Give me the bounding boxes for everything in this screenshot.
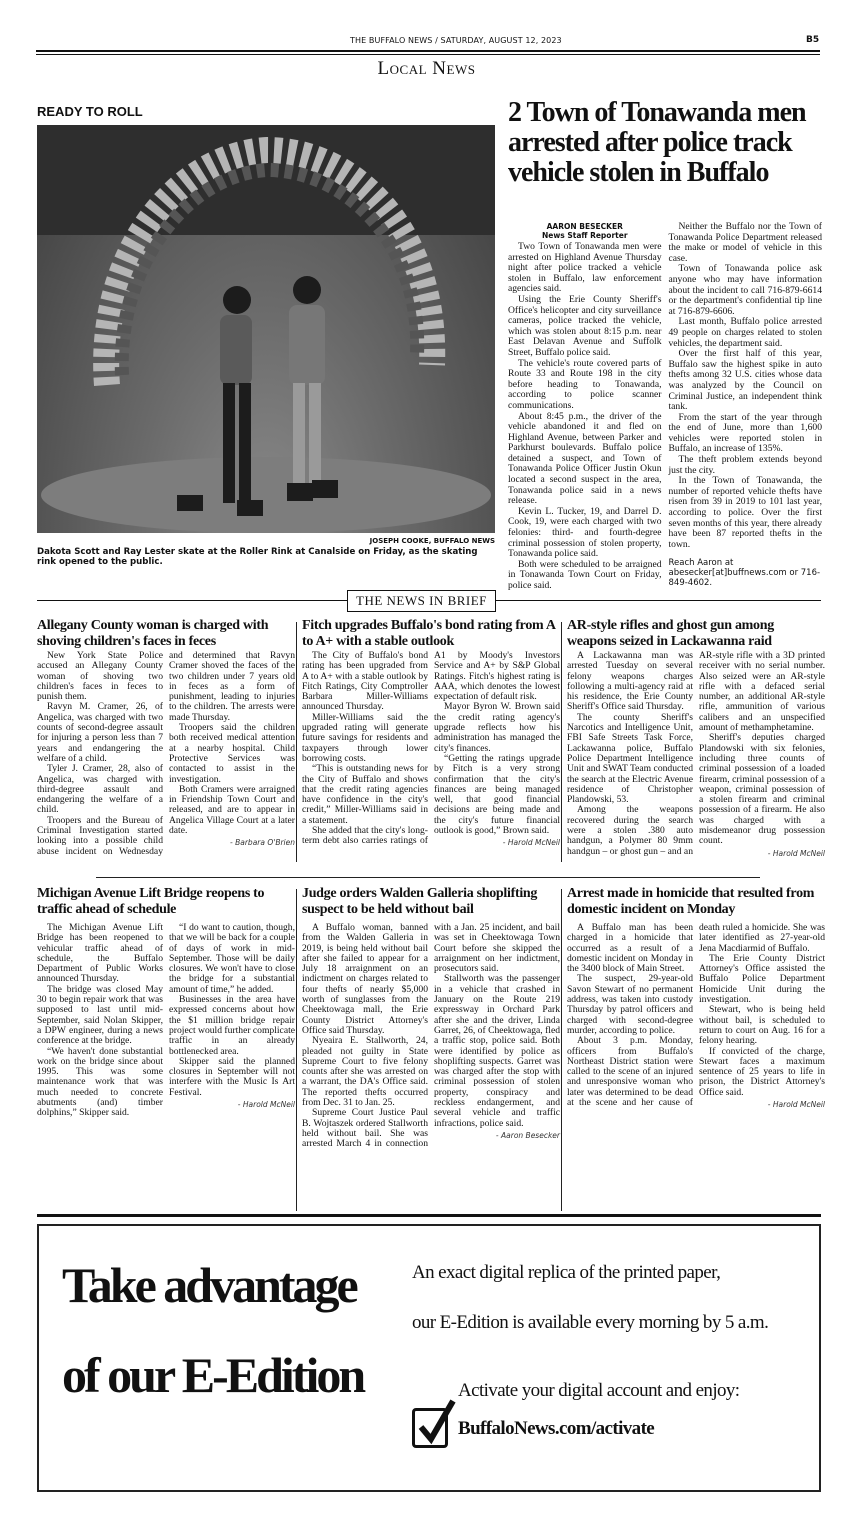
- brief-paragraph: “This is outstanding news for the City of Buffalo and shows that the credit rating agencies have confidence in the city's credit,” Miller-Williams said in a statement.: [302, 763, 428, 826]
- ad-line-2: our E-Edition is available every morning by 5 a.m.: [412, 1312, 769, 1333]
- article-paragraph: Over the first half of this year, Buffalo saw the highest spike in auto thefts among 32 U.S. cities whose data was analyzed by the Council on Criminal Justice, an independent think tank.: [668, 348, 822, 413]
- article-paragraph: About 8:45 p.m., the driver of the vehicle abandoned it and fled on Highland Avenue, between Parker and Parkhurst boulevards. Buffalo police detained a suspect, and Town of Tonawanda Police Officer Justin Okun located a second suspect in the area, Tonawanda police said in a news release.: [508, 410, 662, 507]
- brief-paragraph: A Buffalo woman, banned from the Walden Galleria in 2019, is being held without bail after she failed to appear for a July 18 arraignment on an indictment on charges related to four thefts of nearly $5,000 worth of sunglasses from the Cheektowaga mall, the Erie County District Attorney's Office said Thursday.: [302, 922, 428, 1036]
- brief-paragraph: Nyeaira E. Stallworth, 24, pleaded not guilty in State Supreme Court to five felony counts after she was arrested on a warrant, the DA's Office said. The reported thefts occurred from Dec. 31 to Jan. 25.: [302, 1035, 428, 1109]
- brief-paragraph: Sheriff's deputies charged Plandowski with six felonies, including three counts of criminal possession of a loaded firearm, criminal possession of a weapon, criminal possession of a stolen firearm and criminal possession of a firearm. He also was charged with a misdemeanor drug possession count.: [699, 732, 825, 847]
- article-paragraph: The theft problem extends beyond just the city.: [668, 454, 822, 476]
- brief-body: [567, 923, 825, 1109]
- brief-section-label: THE NEWS IN BRIEF: [347, 590, 496, 612]
- news-brief: [567, 886, 825, 1109]
- brief-headline: AR-style rifles and ghost gun among weapons seized in Lackawanna raid: [567, 618, 774, 649]
- brief-headline: Allegany County woman is charged with shoving children's faces in feces: [37, 618, 269, 649]
- brief-paragraph: If convicted of the charge, Stewart faces a maximum sentence of 25 years to life in prison, the District Attorney's Office said.: [699, 1045, 825, 1098]
- article-paragraph: From the start of the year through the end of June, more than 1,600 vehicles were reported stolen in Buffalo, an increase of 135%.: [668, 411, 822, 455]
- page-number: B5: [806, 35, 820, 45]
- brief-paragraph: Skipper said the planned closures in September will not interfere with the Music Is Art Festival.: [169, 1055, 295, 1098]
- brief-paragraph: Supreme Court Justice Paul B. Wojtaszek ordered Stallworth held without bail. She was arrested March 4 in connection with a Jan. 25 incident, and bail was set in Cheektowaga Town Court before she skipped the arraignment on her indictment, prosecutors said.: [302, 922, 560, 1150]
- brief-body: [302, 651, 560, 847]
- brief-body: [567, 651, 825, 858]
- brief-paragraph: Stallworth was the passenger in a vehicle that crashed in January on the Route 219 expressway in Orchard Park after she and the driver, Linda Garret, 26, of Cheektowaga, fled a traffic stop, police said. Both were identified by police as shoplifting suspects. Garret was was charged after the stop with criminal possession of stolen property, conspiracy and reckless endangerment, and several vehicle and traffic infractions, police said.: [434, 973, 561, 1129]
- column-divider: [561, 622, 562, 862]
- ad-headline-line2: of our E-Edition: [62, 1347, 364, 1403]
- brief-headline: Arrest made in homicide that resulted from domestic incident on Monday: [567, 886, 815, 917]
- news-brief: [37, 618, 295, 857]
- brief-signature: - Aaron Besecker: [495, 1130, 560, 1140]
- photo-credit: JOSEPH COOKE, BUFFALO NEWS: [369, 537, 495, 545]
- brief-paragraph: Stewart, who is being held without bail, is scheduled to return to court on Aug. 16 for a felony hearing.: [699, 1004, 825, 1047]
- article-paragraph: Town of Tonawanda police ask anyone who may have information about the incident to call 716-879-6614 or the department's confidential tip line at 716-879-6606.: [668, 263, 822, 317]
- brief-headline: Fitch upgrades Buffalo's bond rating from A to A+ with a stable outlook: [302, 618, 555, 649]
- dateline: THE BUFFALO NEWS / SATURDAY, AUGUST 12, 2023: [350, 36, 562, 45]
- brief-signature: - Barbara O'Brien: [230, 838, 295, 848]
- brief-paragraph: About 3 p.m. Monday, officers from Buffalo's Northeast District station were called to the scene of an injured and unresponsive woman who later was determined to be dead at the scene and her cause of death ruled a homicide. She was later identified as 27-year-old Jena Macdiarmid of Buffalo.: [567, 922, 825, 1109]
- header-rule: [36, 50, 820, 55]
- brief-body: [37, 923, 295, 1119]
- news-brief: [37, 886, 295, 1119]
- brief-headline: Michigan Avenue Lift Bridge reopens to traffic ahead of schedule: [37, 886, 265, 917]
- brief-paragraph: Miller-Williams said the upgraded rating will generate future savings for residents and taxpayers through lower borrowing costs.: [302, 711, 428, 764]
- brief-signature: - Harold McNeil: [237, 1100, 295, 1110]
- article-paragraph: In the Town of Tonawanda, the number of reported vehicle thefts have risen from 39 in 2019 to 101 last year, according to police. Over the first seven months of this year, there already have been 87 reported thefts in the town.: [668, 475, 822, 550]
- brief-paragraph: The bridge was closed May 30 to begin repair work that was supposed to last until mid-September, said Nolan Skipper, a DPW engineer, during a news conference at the bridge.: [37, 983, 163, 1047]
- brief-paragraph: The Michigan Avenue Lift Bridge has been reopened to vehicular traffic ahead of schedule, the Buffalo Department of Public Works announced Thursday.: [37, 922, 163, 985]
- ad-line-3: Activate your digital account and enjoy:: [458, 1380, 740, 1401]
- ad-headline-line1: Take advantage: [62, 1257, 356, 1313]
- brief-paragraph: Among the weapons recovered during the search were a stolen .380 auto handgun, a Polymer 80 9mm handgun – or ghost gun – and an AR-style rifle with a 3D printed receiver with no serial number. Also seized were an AR-style rifle with a defaced serial number, an additional AR-style rifle, ammunition of various calibers and an unspecified amount of methamphetamine.: [567, 650, 825, 857]
- section-title: Local News: [377, 58, 476, 79]
- brief-signature: - Harold McNeil: [767, 848, 825, 858]
- photo-skaters: [37, 125, 495, 533]
- brief-paragraph: A Lackawanna man was arrested Tuesday on several felony weapons charges following a multi-agency raid at his residence, the Erie County Sheriff's Office said Thursday.: [567, 650, 693, 713]
- activate-link[interactable]: BuffaloNews.com/activate: [458, 1418, 655, 1439]
- article-paragraph: The vehicle's route covered parts of Route 33 and Route 198 in the city before heading to Tonawanda, according to police scanner communications.: [508, 357, 662, 411]
- brief-paragraph: Tyler J. Cramer, 28, also of Angelica, was charged with third-degree assault and endangering the welfare of a child.: [37, 763, 163, 816]
- brief-paragraph: The suspect, 29-year-old Savon Stewart of no permanent address, was taken into custody Thursday by patrol officers and charged with second-degree murder, according to police.: [567, 973, 693, 1036]
- brief-paragraph: Troopers said the children both received medical attention at a nearby hospital. Child Protective Services was contacted to assist in the investigation.: [169, 722, 295, 785]
- photo-caption: Dakota Scott and Ray Lester skate at the Roller Rink at Canalside on Friday, as the skating rink opened to the public.: [37, 547, 478, 567]
- brief-paragraph: Troopers and the Bureau of Criminal Investigation started looking into a possible child abuse incident on Wednesday and determined that Ravyn Cramer shoved the faces of the two children under 7 years old in feces as a form of punishment, leading to injuries to the children. The arrests were made Thursday.: [37, 650, 295, 857]
- brief-signature: - Harold McNeil: [767, 1100, 825, 1110]
- brief-paragraph: A Buffalo man has been charged in a homicide that occurred as a result of a domestic incident on Monday in the 3400 block of Main Street.: [567, 922, 693, 975]
- brief-paragraph: The City of Buffalo's bond rating has been upgraded from A to A+ with a stable outlook by Fitch Ratings, City Comptroller Barbara Miller-Williams announced Thursday.: [302, 650, 428, 713]
- brief-paragraph: The county Sheriff's Narcotics and Intelligence Unit, FBI Safe Streets Task Force, Lackawanna police, Buffalo Police Department Intelligence Unit and SWAT Team conducted the search at the Electric Avenue residence of Christopher Plandowski, 53.: [567, 711, 693, 806]
- ad-line-1: An exact digital replica of the printed paper,: [412, 1262, 721, 1283]
- brief-paragraph: “We haven't done substantial work on the bridge since about 1995. This was some maintenance work that was much needed to concrete abutments (and) timber dolphins,” Skipper said.: [37, 1045, 163, 1119]
- byline-title: News Staff Reporter: [541, 231, 628, 240]
- lead-headline: 2 Town of Tonawanda men arrested after police track vehicle stolen in Buffalo: [508, 97, 806, 188]
- article-paragraph: Both were scheduled to be arraigned in Tonawanda Town Court on Friday, police said.: [508, 558, 662, 591]
- checkbox-icon: [412, 1408, 448, 1448]
- news-brief: [567, 618, 825, 858]
- brief-paragraph: She added that the city's long-term debt also carries ratings of A1 by Moody's Investors Service and A+ by S&P Global Ratings. Fitch's highest rating is AAA, which denotes the lowest expectation of default risk.: [302, 650, 560, 847]
- brief-paragraph: Businesses in the area have expressed concerns about how the $1 million bridge repair project would further complicate traffic in an already bottlenecked area.: [169, 994, 296, 1057]
- ad-headline: [62, 1250, 407, 1410]
- news-brief: [302, 618, 560, 847]
- brief-body: [302, 923, 560, 1150]
- article-paragraph: Using the Erie County Sheriff's Office's helicopter and city surveillance cameras, police tracked the vehicle, which was stolen about 8:15 p.m. near East Delavan Avenue and Suffolk Street, Buffalo police said.: [508, 293, 662, 358]
- brief-paragraph: Mayor Byron W. Brown said the credit rating agency's upgrade reflects how his administration has managed the city's finances.: [434, 701, 560, 754]
- article-paragraph: Kevin L. Tucker, 19, and Darrel D. Cook, 19, were each charged with two felonies: third- and fourth-degree criminal possession of stolen property, Tonawanda police said.: [508, 505, 662, 560]
- lead-article: [508, 222, 822, 592]
- brief-headline: Judge orders Walden Galleria shoplifting suspect to be held without bail: [302, 886, 538, 917]
- brief-paragraph: “Getting the ratings upgrade by Fitch is a very strong confirmation that the city's finances are being managed well, that good financial decisions are being made and the city's future financial outlook is good,” Brown said.: [434, 752, 560, 837]
- byline-author: AARON BESECKER: [546, 222, 623, 231]
- contact-line: Reach Aaron at abesecker[at]buffnews.com or 716-849-4602.: [668, 558, 821, 589]
- byline: [508, 222, 662, 240]
- ad-top-rule: [37, 1214, 821, 1217]
- brief-paragraph: “I do want to caution, though, that we will be back for a couple of days of work in mid-September. Those will be daily closures. We won't have to close the bridge for a substantial amount of time,” he added.: [169, 922, 295, 995]
- brief-signature: - Harold McNeil: [502, 838, 560, 848]
- news-brief: [302, 886, 560, 1150]
- brief-paragraph: Ravyn M. Cramer, 26, of Angelica, was charged with two counts of second-degree assault for injuring a person less than 7 years and endangering the welfare of a child.: [37, 701, 163, 764]
- column-divider: [561, 889, 562, 1211]
- brief-paragraph: Both Cramers were arraigned in Friendship Town Court and released, and are to appear in Angelica Village Court at a later date.: [169, 783, 295, 837]
- brief-row-divider: [96, 877, 760, 878]
- article-paragraph: Two Town of Tonawanda men were arrested on Highland Avenue Thursday night after police tracked a vehicle stolen in Buffalo, law enforcement agencies said.: [508, 241, 662, 295]
- brief-paragraph: New York State Police accused an Allegany County woman of shoving two children's faces in feces to punish them.: [37, 650, 163, 703]
- photo-kicker: READY TO ROLL: [37, 104, 143, 119]
- article-paragraph: Last month, Buffalo police arrested 49 people on charges related to stolen vehicles, the department said.: [668, 316, 822, 349]
- article-paragraph: Neither the Buffalo nor the Town of Tonawanda Police Department released the make or model of vehicle in this case.: [668, 221, 822, 264]
- column-divider: [296, 889, 297, 1211]
- brief-paragraph: The Erie County District Attorney's Office assisted the Buffalo Police Department Homicide Unit during the investigation.: [699, 952, 825, 1006]
- column-divider: [296, 622, 297, 862]
- photo-illustration: [37, 125, 495, 533]
- brief-body: [37, 651, 295, 857]
